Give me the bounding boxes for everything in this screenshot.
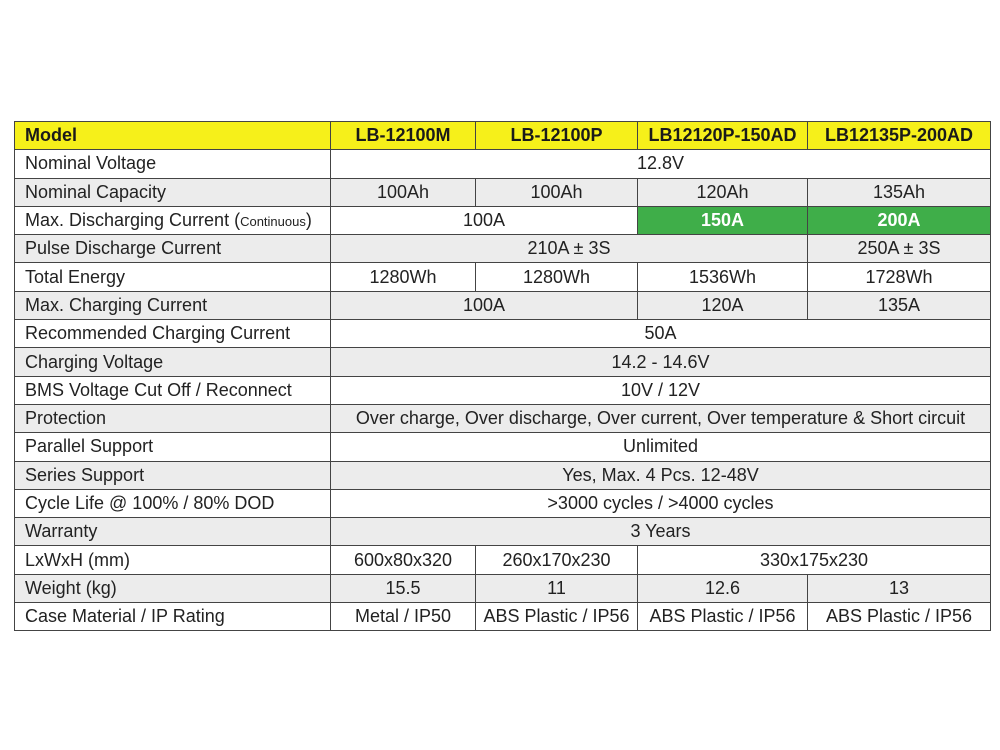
row-label: BMS Voltage Cut Off / Reconnect bbox=[15, 376, 331, 404]
cell-value: 10V / 12V bbox=[331, 376, 991, 404]
row-pulse-discharge bbox=[15, 235, 991, 263]
cell-value: 1280Wh bbox=[476, 263, 638, 291]
model-4: LB12135P-200AD bbox=[808, 122, 991, 150]
row-label-note: Continuous bbox=[240, 214, 306, 230]
row-charging-voltage bbox=[15, 348, 991, 376]
row-warranty bbox=[15, 518, 991, 546]
row-max-discharging bbox=[15, 206, 991, 234]
row-label: Recommended Charging Current bbox=[15, 320, 331, 348]
cell-value: >3000 cycles / >4000 cycles bbox=[331, 489, 991, 517]
row-bms-cutoff bbox=[15, 376, 991, 404]
row-label: Charging Voltage bbox=[15, 348, 331, 376]
cell-value: 1728Wh bbox=[808, 263, 991, 291]
cell-value: Metal / IP50 bbox=[331, 603, 476, 631]
cell-value: 120Ah bbox=[638, 178, 808, 206]
row-case-material bbox=[15, 603, 991, 631]
cell-value-highlight: 150A bbox=[638, 206, 808, 234]
model-1: LB-12100M bbox=[331, 122, 476, 150]
cell-value: 15.5 bbox=[331, 574, 476, 602]
cell-value-highlight: 200A bbox=[808, 206, 991, 234]
row-nominal-voltage bbox=[15, 150, 991, 178]
row-label: Max. Charging Current bbox=[15, 291, 331, 319]
row-label: Nominal Capacity bbox=[15, 178, 331, 206]
header-row bbox=[15, 122, 991, 150]
model-3: LB12120P-150AD bbox=[638, 122, 808, 150]
row-label: Nominal Voltage bbox=[15, 150, 331, 178]
cell-value: 250A ± 3S bbox=[808, 235, 991, 263]
cell-value: Unlimited bbox=[331, 433, 991, 461]
row-label: Max. Discharging Current (Continuous) bbox=[15, 206, 331, 234]
cell-value: 135A bbox=[808, 291, 991, 319]
row-label: Pulse Discharge Current bbox=[15, 235, 331, 263]
row-max-charging bbox=[15, 291, 991, 319]
cell-value: 210A ± 3S bbox=[331, 235, 808, 263]
row-label: Warranty bbox=[15, 518, 331, 546]
row-label: Cycle Life @ 100% / 80% DOD bbox=[15, 489, 331, 517]
model-2: LB-12100P bbox=[476, 122, 638, 150]
row-dimensions bbox=[15, 546, 991, 574]
cell-value: 100A bbox=[331, 291, 638, 319]
cell-value: 14.2 - 14.6V bbox=[331, 348, 991, 376]
row-label: Parallel Support bbox=[15, 433, 331, 461]
cell-value: 100Ah bbox=[331, 178, 476, 206]
cell-value: Over charge, Over discharge, Over current, Over temperature & Short circuit bbox=[331, 404, 991, 432]
cell-value: 12.8V bbox=[331, 150, 991, 178]
row-label: LxWxH (mm) bbox=[15, 546, 331, 574]
row-label: Series Support bbox=[15, 461, 331, 489]
cell-value: ABS Plastic / IP56 bbox=[476, 603, 638, 631]
row-cycle-life bbox=[15, 489, 991, 517]
battery-spec-table bbox=[14, 121, 991, 631]
cell-value: 13 bbox=[808, 574, 991, 602]
row-label: Total Energy bbox=[15, 263, 331, 291]
cell-value: 100A bbox=[331, 206, 638, 234]
cell-value: 1280Wh bbox=[331, 263, 476, 291]
cell-value: 11 bbox=[476, 574, 638, 602]
cell-value: ABS Plastic / IP56 bbox=[808, 603, 991, 631]
cell-value: ABS Plastic / IP56 bbox=[638, 603, 808, 631]
row-label: Case Material / IP Rating bbox=[15, 603, 331, 631]
cell-value: 12.6 bbox=[638, 574, 808, 602]
cell-value: 3 Years bbox=[331, 518, 991, 546]
cell-value: 260x170x230 bbox=[476, 546, 638, 574]
cell-value: 120A bbox=[638, 291, 808, 319]
row-recommended-charging bbox=[15, 320, 991, 348]
row-series-support bbox=[15, 461, 991, 489]
row-nominal-capacity bbox=[15, 178, 991, 206]
row-protection bbox=[15, 404, 991, 432]
cell-value: 50A bbox=[331, 320, 991, 348]
cell-value: Yes, Max. 4 Pcs. 12-48V bbox=[331, 461, 991, 489]
cell-value: 600x80x320 bbox=[331, 546, 476, 574]
row-weight bbox=[15, 574, 991, 602]
row-total-energy bbox=[15, 263, 991, 291]
cell-value: 135Ah bbox=[808, 178, 991, 206]
row-parallel-support bbox=[15, 433, 991, 461]
row-label: Weight (kg) bbox=[15, 574, 331, 602]
cell-value: 100Ah bbox=[476, 178, 638, 206]
row-label: Protection bbox=[15, 404, 331, 432]
header-label: Model bbox=[15, 122, 331, 150]
cell-value: 330x175x230 bbox=[638, 546, 991, 574]
cell-value: 1536Wh bbox=[638, 263, 808, 291]
